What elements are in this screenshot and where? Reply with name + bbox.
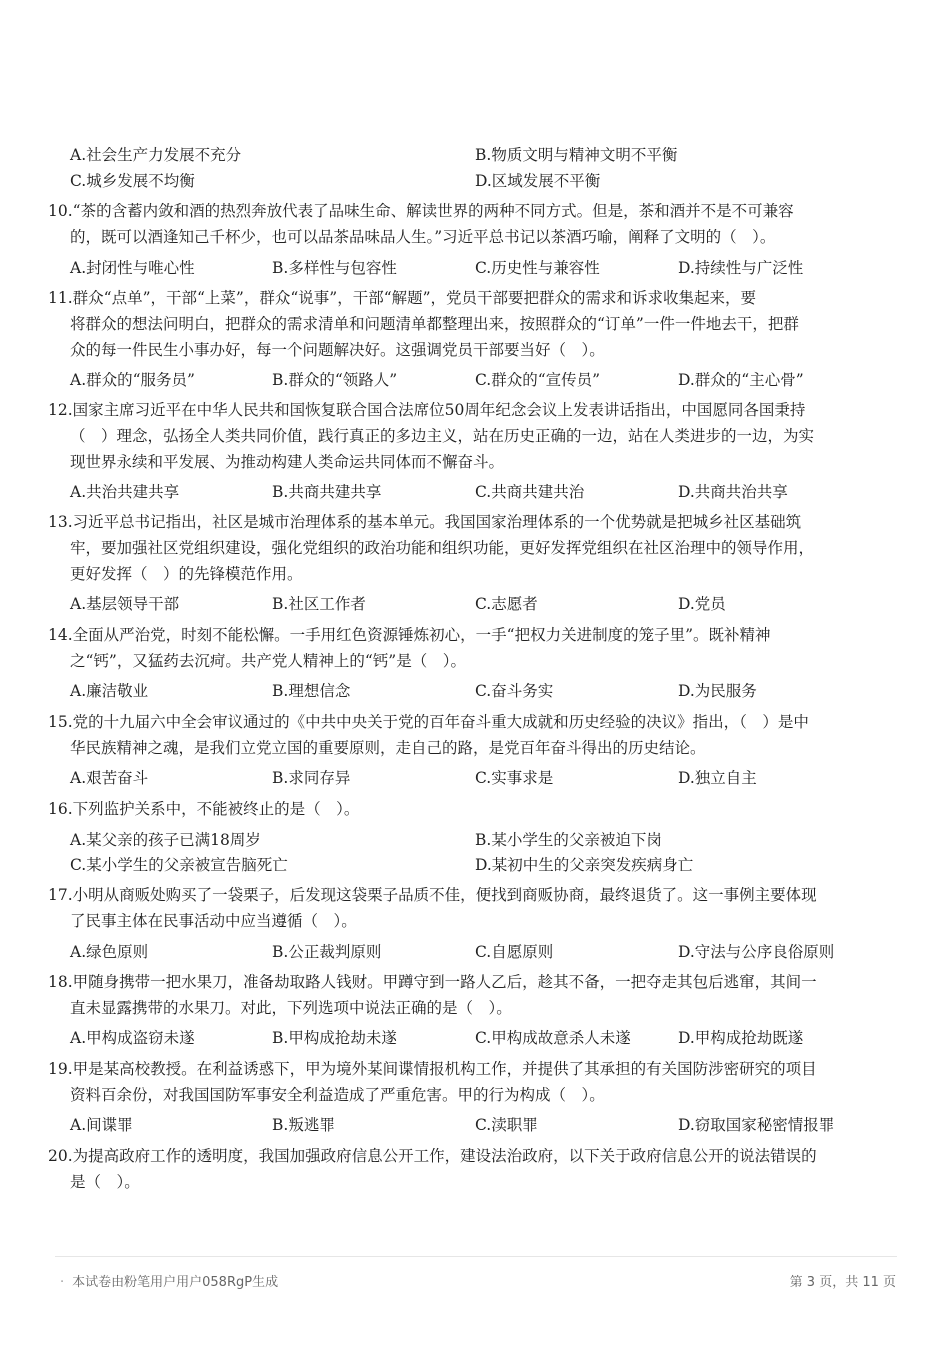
footer-generated-note bbox=[60, 1271, 278, 1290]
q10-text-line-2: 的，既可以酒逢知己千杯少，也可以品茶品味品人生。”习近平总书记以茶酒巧喻，阐释了文明的（ ）。 bbox=[70, 228, 776, 246]
q17-text-line-1: 17.小明从商贩处购买了一袋栗子，后发现这袋栗子品质不佳，便找到商贩协商，最终退货了。这一事例主要体现 bbox=[48, 886, 817, 904]
q14-option-b: B.理想信念 bbox=[272, 682, 351, 700]
footer-page-number: 第 3 页，共 11 页 bbox=[789, 1275, 896, 1290]
footer-divider bbox=[55, 1256, 897, 1257]
q12-text-line-1: 12.国家主席习近平在中华人民共和国恢复联合国合法席位50周年纪念会议上发表讲话指出，中国愿同各国秉持 bbox=[48, 401, 806, 419]
q17-option-c: C.自愿原则 bbox=[475, 943, 554, 961]
q15-text-line-1: 15.党的十九届六中全会审议通过的《中共中央关于党的百年奋斗重大成就和历史经验的决议》指出，（ ）是中 bbox=[48, 713, 809, 731]
q18-option-a: A.甲构成盗窃未遂 bbox=[70, 1029, 195, 1047]
q13-option-c: C.志愿者 bbox=[475, 595, 538, 613]
q16-option-d: D.某初中生的父亲突发疾病身亡 bbox=[475, 856, 694, 874]
q16-option-b: B.某小学生的父亲被迫下岗 bbox=[475, 831, 662, 849]
bullet-dot-icon: · bbox=[60, 1275, 65, 1290]
q10-option-b: B.多样性与包容性 bbox=[272, 259, 397, 277]
footer-generated-text: 本试卷由粉笔用户用户058RgP生成 bbox=[72, 1275, 279, 1290]
q9-option-a: A.社会生产力发展不充分 bbox=[70, 146, 242, 164]
q14-option-d: D.为民服务 bbox=[678, 682, 757, 700]
q12-option-b: B.共商共建共享 bbox=[272, 483, 382, 501]
q9-option-b: B.物质文明与精神文明不平衡 bbox=[475, 146, 678, 164]
q9-option-c: C.城乡发展不均衡 bbox=[70, 172, 195, 190]
q18-option-c: C.甲构成故意杀人未遂 bbox=[475, 1029, 631, 1047]
q10-option-d: D.持续性与广泛性 bbox=[678, 259, 804, 277]
q10-option-a: A.封闭性与唯心性 bbox=[70, 259, 195, 277]
q11-option-d: D.群众的“主心骨” bbox=[678, 371, 804, 389]
q12-text-line-2: （ ）理念，弘扬全人类共同价值，践行真正的多边主义，站在历史正确的一边，站在人类进步的一边，为实 bbox=[70, 427, 815, 445]
q19-option-b: B.叛逃罪 bbox=[272, 1116, 335, 1134]
q17-option-b: B.公正裁判原则 bbox=[272, 943, 382, 961]
q9-option-d: D.区域发展不平衡 bbox=[475, 172, 601, 190]
q17-option-a: A.绿色原则 bbox=[70, 943, 149, 961]
q15-option-c: C.实事求是 bbox=[475, 769, 554, 787]
q11-option-b: B.群众的“领路人” bbox=[272, 371, 398, 389]
q18-option-b: B.甲构成抢劫未遂 bbox=[272, 1029, 397, 1047]
q18-option-d: D.甲构成抢劫既遂 bbox=[678, 1029, 804, 1047]
q13-text-line-3: 更好发挥（ ）的先锋模范作用。 bbox=[70, 565, 303, 583]
q14-text-line-2: 之“钙”，又猛药去沉疴。共产党人精神上的“钙”是（ ）。 bbox=[70, 652, 466, 670]
q18-text-line-1: 18.甲随身携带一把水果刀，准备劫取路人钱财。甲蹲守到一路人乙后，趁其不备，一把夺走其包后逃窜，其间一 bbox=[48, 973, 817, 991]
q19-option-c: C.渎职罪 bbox=[475, 1116, 538, 1134]
q20-text-line-1: 20.为提高政府工作的透明度，我国加强政府信息公开工作，建设法治政府，以下关于政府信息公开的说法错误的 bbox=[48, 1147, 817, 1165]
q17-option-d: D.守法与公序良俗原则 bbox=[678, 943, 835, 961]
q13-text-line-1: 13.习近平总书记指出，社区是城市治理体系的基本单元。我国国家治理体系的一个优势就是把城乡社区基础筑 bbox=[48, 513, 802, 531]
q14-option-c: C.奋斗务实 bbox=[475, 682, 554, 700]
q13-option-a: A.基层领导干部 bbox=[70, 595, 180, 613]
q16-option-a: A.某父亲的孩子已满18周岁 bbox=[70, 831, 261, 849]
q19-text-line-2: 资料百余份，对我国国防军事安全利益造成了严重危害。甲的行为构成（ ）。 bbox=[70, 1086, 605, 1104]
q11-option-a: A.群众的“服务员” bbox=[70, 371, 195, 389]
q12-text-line-3: 现世界永续和平发展、为推动构建人类命运共同体而不懈奋斗。 bbox=[70, 453, 505, 471]
q19-option-d: D.窃取国家秘密情报罪 bbox=[678, 1116, 835, 1134]
q14-option-a: A.廉洁敬业 bbox=[70, 682, 149, 700]
q13-option-d: D.党员 bbox=[678, 595, 726, 613]
q19-option-a: A.间谍罪 bbox=[70, 1116, 133, 1134]
q13-option-b: B.社区工作者 bbox=[272, 595, 366, 613]
q10-option-c: C.历史性与兼容性 bbox=[475, 259, 600, 277]
q12-option-c: C.共商共建共治 bbox=[475, 483, 585, 501]
q16-option-c: C.某小学生的父亲被宣告脑死亡 bbox=[70, 856, 288, 874]
q12-option-a: A.共治共建共享 bbox=[70, 483, 180, 501]
q15-option-b: B.求同存异 bbox=[272, 769, 351, 787]
q11-text-line-1: 11.群众“点单”，干部“上菜”，群众“说事”，干部“解题”，党员干部要把群众的需求和诉求收集起来，要 bbox=[48, 289, 757, 307]
q18-text-line-2: 直未显露携带的水果刀。对此，下列选项中说法正确的是（ ）。 bbox=[70, 999, 512, 1017]
q15-option-d: D.独立自主 bbox=[678, 769, 757, 787]
q11-text-line-3: 众的每一件民生小事办好，每一个问题解决好。这强调党员干部要当好（ ）。 bbox=[70, 341, 605, 359]
q19-text-line-1: 19.甲是某高校教授。在利益诱惑下，甲为境外某间谍情报机构工作，并提供了其承担的有关国防涉密研究的项目 bbox=[48, 1060, 817, 1078]
q10-text-line-1: 10.“茶的含蓄内敛和酒的热烈奔放代表了品味生命、解读世界的两种不同方式。但是，茶和酒并不是不可兼容 bbox=[48, 202, 794, 220]
q20-text-line-2: 是（ ）。 bbox=[70, 1173, 140, 1191]
q17-text-line-2: 了民事主体在民事活动中应当遵循（ ）。 bbox=[70, 912, 357, 930]
q13-text-line-2: 牢，要加强社区党组织建设，强化党组织的政治功能和组织功能，更好发挥党组织在社区治理中的领导作用， bbox=[70, 539, 815, 557]
q14-text-line-1: 14.全面从严治党，时刻不能松懈。一手用红色资源锤炼初心，一手“把权力关进制度的笼子里”。既补精神 bbox=[48, 626, 771, 644]
q11-option-c: C.群众的“宣传员” bbox=[475, 371, 601, 389]
q15-option-a: A.艰苦奋斗 bbox=[70, 769, 149, 787]
q12-option-d: D.共商共治共享 bbox=[678, 483, 788, 501]
q16-text-line-1: 16.下列监护关系中，不能被终止的是（ ）。 bbox=[48, 800, 360, 818]
q11-text-line-2: 将群众的想法问明白，把群众的需求清单和问题清单都整理出来，按照群众的“订单”一件一件地去干，把群 bbox=[70, 315, 799, 333]
q15-text-line-2: 华民族精神之魂，是我们立党立国的重要原则，走自己的路，是党百年奋斗得出的历史结论。 bbox=[70, 739, 706, 757]
